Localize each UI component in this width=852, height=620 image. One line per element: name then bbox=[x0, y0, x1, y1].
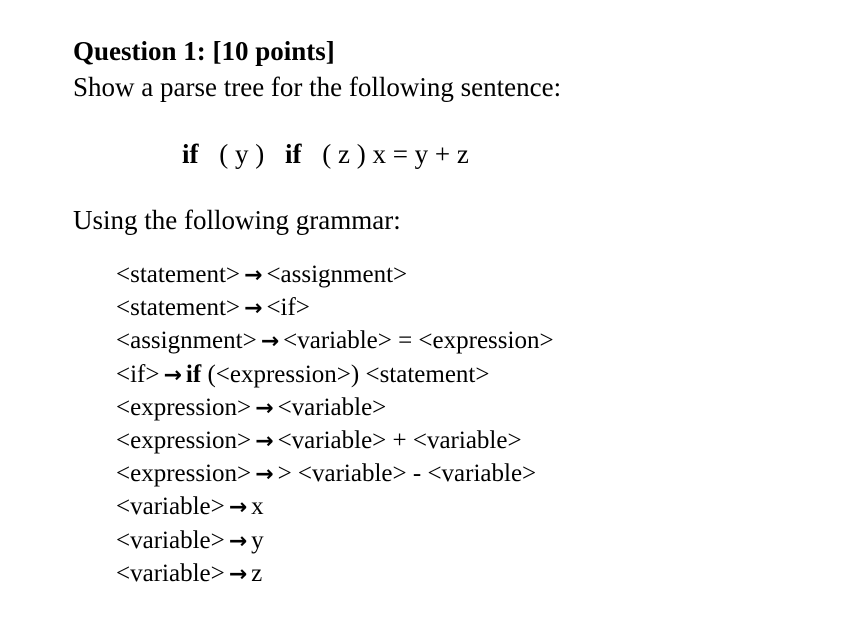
arrow-icon: → bbox=[163, 362, 182, 388]
rule-rhs: z bbox=[251, 559, 263, 587]
grammar-rule bbox=[116, 557, 554, 590]
rule-lhs: <if> bbox=[116, 360, 160, 388]
arrow-icon: → bbox=[228, 528, 248, 554]
sentence-keyword-if-1: if bbox=[182, 139, 199, 169]
grammar-rule bbox=[116, 524, 554, 557]
grammar-rule bbox=[116, 324, 554, 357]
rule-rhs: y bbox=[251, 526, 264, 554]
grammar-rule bbox=[116, 358, 554, 391]
question-prompt: Show a parse tree for the following sentence: bbox=[73, 72, 562, 102]
rule-lhs: <statement> bbox=[116, 261, 240, 288]
rule-rhs: <variable> = <expression> bbox=[283, 327, 554, 355]
rule-lhs: <statement> bbox=[116, 294, 240, 322]
sentence-condition-y: ( y ) bbox=[219, 139, 265, 169]
rule-lhs: <expression> bbox=[116, 460, 252, 488]
arrow-icon: → bbox=[255, 395, 274, 421]
arrow-icon: → bbox=[228, 561, 248, 587]
grammar-rule bbox=[116, 490, 554, 523]
rule-rhs: > <variable> - <variable> bbox=[277, 460, 537, 488]
grammar-rule bbox=[116, 391, 554, 424]
rule-rhs: <assignment> bbox=[266, 261, 408, 288]
rule-lhs: <expression> bbox=[116, 426, 252, 454]
target-sentence bbox=[182, 137, 469, 171]
grammar-rule bbox=[116, 258, 554, 291]
rule-rhs: <variable> bbox=[277, 393, 387, 421]
arrow-icon: → bbox=[244, 263, 263, 288]
rule-lhs: <expression> bbox=[116, 393, 252, 421]
grammar-rule bbox=[116, 291, 554, 324]
rule-lhs: <assignment> bbox=[116, 327, 257, 355]
rule-rhs-keyword: if bbox=[185, 360, 202, 388]
sentence-condition-z-assignment: ( z ) x = y + z bbox=[322, 139, 469, 169]
arrow-icon: → bbox=[255, 428, 274, 454]
rule-lhs: <variable> bbox=[116, 526, 225, 554]
rule-rhs: <if> bbox=[266, 294, 310, 322]
rule-rhs: x bbox=[251, 493, 264, 521]
sentence-keyword-if-2: if bbox=[284, 139, 302, 169]
grammar-rule bbox=[116, 424, 554, 457]
arrow-icon: → bbox=[255, 462, 274, 488]
arrow-icon: → bbox=[260, 329, 280, 355]
rule-rhs: (<expression>) <statement> bbox=[207, 360, 490, 388]
rule-rhs: <variable> + <variable> bbox=[277, 426, 522, 454]
rule-lhs: <variable> bbox=[116, 493, 225, 521]
grammar-rules-list bbox=[116, 258, 554, 590]
question-title: Question 1: [10 points] bbox=[73, 36, 335, 66]
grammar-rule bbox=[116, 457, 554, 490]
arrow-icon: → bbox=[228, 495, 248, 521]
rule-lhs: <variable> bbox=[116, 559, 225, 587]
grammar-intro: Using the following grammar: bbox=[73, 205, 401, 235]
arrow-icon: → bbox=[244, 296, 263, 322]
